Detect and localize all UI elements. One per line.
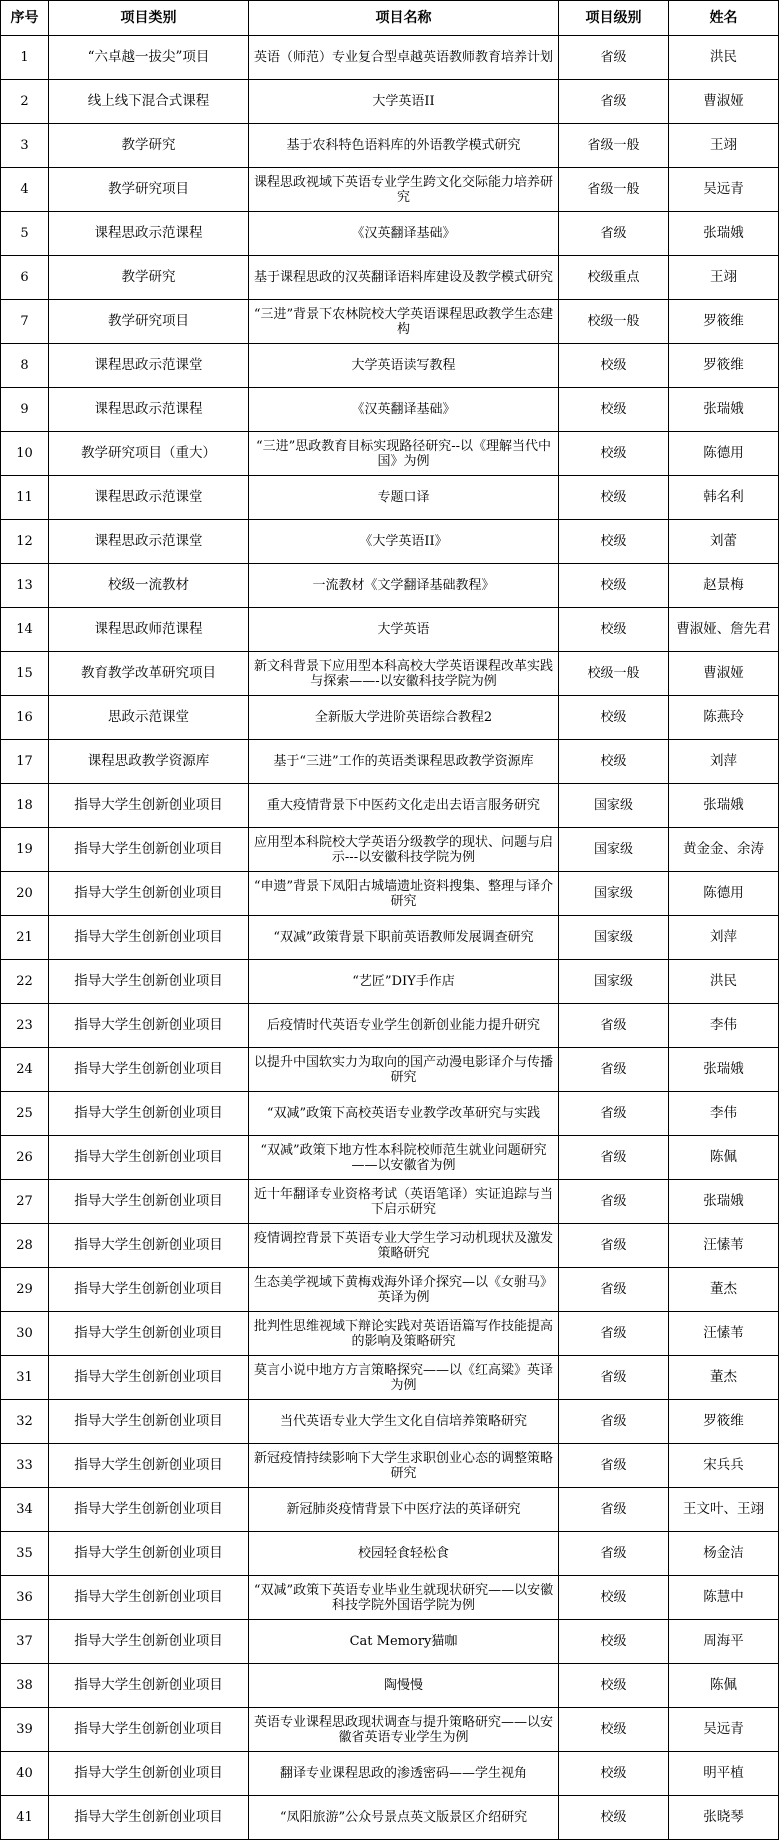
cell-project-name: “双减”政策下高校英语专业教学改革研究与实践 <box>249 1092 559 1136</box>
cell-category: 课程思政师范课程 <box>49 608 249 652</box>
cell-index: 10 <box>1 432 49 476</box>
table-row <box>1 36 779 80</box>
cell-project-name: 英语专业课程思政现状调查与提升策略研究——以安徽省英语专业学生为例 <box>249 1708 559 1752</box>
table-row <box>1 1620 779 1664</box>
cell-index: 12 <box>1 520 49 564</box>
cell-person-name: 曹淑娅、詹先君 <box>669 608 779 652</box>
table-row <box>1 1576 779 1620</box>
cell-level: 省级一般 <box>559 168 669 212</box>
cell-project-name: 全新版大学进阶英语综合教程2 <box>249 696 559 740</box>
cell-person-name: 陈德用 <box>669 432 779 476</box>
cell-project-name: “凤阳旅游”公众号景点英文版景区介绍研究 <box>249 1796 559 1840</box>
table-row <box>1 1532 779 1576</box>
cell-category: 指导大学生创新创业项目 <box>49 1312 249 1356</box>
cell-project-name: 《汉英翻译基础》 <box>249 388 559 432</box>
cell-person-name: 张瑞娥 <box>669 212 779 256</box>
cell-index: 14 <box>1 608 49 652</box>
cell-category: 指导大学生创新创业项目 <box>49 1796 249 1840</box>
cell-person-name: 宋兵兵 <box>669 1444 779 1488</box>
table-row <box>1 1224 779 1268</box>
table-row <box>1 1708 779 1752</box>
cell-person-name: 吴远青 <box>669 1708 779 1752</box>
header-level: 项目级别 <box>559 1 669 36</box>
cell-person-name: 汪愫苇 <box>669 1224 779 1268</box>
table-row <box>1 1136 779 1180</box>
cell-person-name: 张晓琴 <box>669 1796 779 1840</box>
cell-level: 校级一般 <box>559 652 669 696</box>
cell-category: 教育教学改革研究项目 <box>49 652 249 696</box>
cell-project-name: 后疫情时代英语专业学生创新创业能力提升研究 <box>249 1004 559 1048</box>
cell-person-name: 杨金洁 <box>669 1532 779 1576</box>
cell-person-name: 王翊 <box>669 124 779 168</box>
cell-person-name: 陈佩 <box>669 1136 779 1180</box>
cell-index: 34 <box>1 1488 49 1532</box>
cell-project-name: 新冠疫情持续影响下大学生求职创业心态的调整策略研究 <box>249 1444 559 1488</box>
cell-index: 6 <box>1 256 49 300</box>
table-row <box>1 1356 779 1400</box>
table-row <box>1 1488 779 1532</box>
cell-level: 校级 <box>559 344 669 388</box>
cell-person-name: 董杰 <box>669 1268 779 1312</box>
cell-index: 11 <box>1 476 49 520</box>
cell-person-name: 张瑞娥 <box>669 1180 779 1224</box>
cell-person-name: 刘萍 <box>669 916 779 960</box>
cell-level: 省级 <box>559 1356 669 1400</box>
cell-project-name: “申遗”背景下凤阳古城墙遗址资料搜集、整理与译介研究 <box>249 872 559 916</box>
cell-index: 25 <box>1 1092 49 1136</box>
table-row <box>1 828 779 872</box>
table-row <box>1 476 779 520</box>
cell-project-name: 基于课程思政的汉英翻译语料库建设及教学模式研究 <box>249 256 559 300</box>
cell-person-name: 罗筱维 <box>669 300 779 344</box>
cell-category: 指导大学生创新创业项目 <box>49 1576 249 1620</box>
cell-level: 省级 <box>559 1092 669 1136</box>
table-row <box>1 1048 779 1092</box>
cell-index: 1 <box>1 36 49 80</box>
cell-project-name: 疫情调控背景下英语专业大学生学习动机现状及激发策略研究 <box>249 1224 559 1268</box>
cell-category: 指导大学生创新创业项目 <box>49 1092 249 1136</box>
cell-level: 校级 <box>559 564 669 608</box>
cell-index: 38 <box>1 1664 49 1708</box>
cell-index: 16 <box>1 696 49 740</box>
cell-index: 5 <box>1 212 49 256</box>
cell-person-name: 陈燕玲 <box>669 696 779 740</box>
cell-category: 指导大学生创新创业项目 <box>49 1620 249 1664</box>
cell-category: 课程思政教学资源库 <box>49 740 249 784</box>
cell-level: 省级 <box>559 1268 669 1312</box>
cell-level: 校级 <box>559 520 669 564</box>
cell-person-name: 陈慧中 <box>669 1576 779 1620</box>
cell-project-name: “三进”背景下农林院校大学英语课程思政教学生态建构 <box>249 300 559 344</box>
cell-project-name: “双减”政策下英语专业毕业生就现状研究——以安徽科技学院外国语学院为例 <box>249 1576 559 1620</box>
cell-category: 指导大学生创新创业项目 <box>49 1356 249 1400</box>
cell-category: 指导大学生创新创业项目 <box>49 1136 249 1180</box>
cell-project-name: “双减”政策背景下职前英语教师发展调查研究 <box>249 916 559 960</box>
cell-level: 校级 <box>559 696 669 740</box>
cell-person-name: 黄金金、余涛 <box>669 828 779 872</box>
cell-level: 校级重点 <box>559 256 669 300</box>
cell-level: 国家级 <box>559 960 669 1004</box>
cell-index: 15 <box>1 652 49 696</box>
table-row <box>1 388 779 432</box>
cell-level: 省级 <box>559 1488 669 1532</box>
header-index: 序号 <box>1 1 49 36</box>
table-row <box>1 80 779 124</box>
cell-project-name: 当代英语专业大学生文化自信培养策略研究 <box>249 1400 559 1444</box>
cell-index: 31 <box>1 1356 49 1400</box>
cell-project-name: 大学英语 <box>249 608 559 652</box>
cell-index: 21 <box>1 916 49 960</box>
table-row <box>1 168 779 212</box>
cell-project-name: “三进”思政教育目标实现路径研究--以《理解当代中国》为例 <box>249 432 559 476</box>
cell-index: 24 <box>1 1048 49 1092</box>
cell-category: 指导大学生创新创业项目 <box>49 1400 249 1444</box>
cell-level: 国家级 <box>559 784 669 828</box>
cell-index: 7 <box>1 300 49 344</box>
cell-level: 国家级 <box>559 828 669 872</box>
cell-category: 指导大学生创新创业项目 <box>49 1532 249 1576</box>
cell-category: 教学研究项目 <box>49 300 249 344</box>
header-project-name: 项目名称 <box>249 1 559 36</box>
cell-project-name: 应用型本科院校大学英语分级教学的现状、问题与启示---以安徽科技学院为例 <box>249 828 559 872</box>
table-row <box>1 652 779 696</box>
cell-level: 校级 <box>559 1620 669 1664</box>
cell-person-name: 李伟 <box>669 1092 779 1136</box>
table-row <box>1 344 779 388</box>
header-row <box>1 1 779 36</box>
cell-index: 8 <box>1 344 49 388</box>
cell-category: 指导大学生创新创业项目 <box>49 1444 249 1488</box>
cell-person-name: 罗筱维 <box>669 1400 779 1444</box>
cell-category: 教学研究项目（重大） <box>49 432 249 476</box>
cell-index: 20 <box>1 872 49 916</box>
cell-index: 19 <box>1 828 49 872</box>
cell-level: 省级 <box>559 1312 669 1356</box>
table-row <box>1 1180 779 1224</box>
cell-category: 课程思政示范课程 <box>49 388 249 432</box>
cell-project-name: 生态美学视域下黄梅戏海外译介探究—以《女驸马》英译为例 <box>249 1268 559 1312</box>
table-row <box>1 608 779 652</box>
cell-person-name: 陈佩 <box>669 1664 779 1708</box>
cell-project-name: 新冠肺炎疫情背景下中医疗法的英译研究 <box>249 1488 559 1532</box>
cell-project-name: 专题口译 <box>249 476 559 520</box>
table-row <box>1 1312 779 1356</box>
cell-category: 校级一流教材 <box>49 564 249 608</box>
cell-index: 41 <box>1 1796 49 1840</box>
cell-index: 28 <box>1 1224 49 1268</box>
cell-person-name: 罗筱维 <box>669 344 779 388</box>
cell-category: 课程思政示范课堂 <box>49 344 249 388</box>
cell-person-name: 张瑞娥 <box>669 1048 779 1092</box>
cell-index: 2 <box>1 80 49 124</box>
cell-level: 省级 <box>559 1400 669 1444</box>
table-body <box>1 36 779 1840</box>
cell-category: 教学研究项目 <box>49 168 249 212</box>
cell-person-name: 刘蕾 <box>669 520 779 564</box>
cell-level: 校级 <box>559 476 669 520</box>
cell-person-name: 李伟 <box>669 1004 779 1048</box>
cell-project-name: 陶慢慢 <box>249 1664 559 1708</box>
cell-category: 指导大学生创新创业项目 <box>49 1708 249 1752</box>
cell-person-name: 曹淑娅 <box>669 80 779 124</box>
cell-project-name: 《大学英语II》 <box>249 520 559 564</box>
cell-category: 教学研究 <box>49 256 249 300</box>
cell-project-name: 基于农科特色语料库的外语教学模式研究 <box>249 124 559 168</box>
cell-project-name: 一流教材《文学翻译基础教程》 <box>249 564 559 608</box>
cell-level: 校级一般 <box>559 300 669 344</box>
cell-project-name: Cat Memory猫咖 <box>249 1620 559 1664</box>
cell-category: 指导大学生创新创业项目 <box>49 1752 249 1796</box>
cell-index: 27 <box>1 1180 49 1224</box>
cell-level: 省级 <box>559 1180 669 1224</box>
cell-level: 省级 <box>559 1532 669 1576</box>
cell-project-name: 新文科背景下应用型本科高校大学英语课程改革实践与探索——-以安徽科技学院为例 <box>249 652 559 696</box>
cell-project-name: 校园轻食轻松食 <box>249 1532 559 1576</box>
cell-level: 国家级 <box>559 916 669 960</box>
cell-project-name: 大学英语读写教程 <box>249 344 559 388</box>
cell-level: 校级 <box>559 1752 669 1796</box>
cell-category: 指导大学生创新创业项目 <box>49 1004 249 1048</box>
cell-level: 省级 <box>559 212 669 256</box>
cell-category: 指导大学生创新创业项目 <box>49 1268 249 1312</box>
cell-person-name: 刘萍 <box>669 740 779 784</box>
cell-category: 指导大学生创新创业项目 <box>49 1488 249 1532</box>
table-row <box>1 432 779 476</box>
cell-category: “六卓越一拔尖”项目 <box>49 36 249 80</box>
cell-project-name: 翻译专业课程思政的渗透密码——学生视角 <box>249 1752 559 1796</box>
cell-index: 22 <box>1 960 49 1004</box>
cell-index: 26 <box>1 1136 49 1180</box>
cell-level: 校级 <box>559 1708 669 1752</box>
table-row <box>1 256 779 300</box>
cell-level: 省级 <box>559 1444 669 1488</box>
cell-index: 13 <box>1 564 49 608</box>
cell-index: 9 <box>1 388 49 432</box>
cell-level: 校级 <box>559 608 669 652</box>
table-row <box>1 564 779 608</box>
cell-project-name: 近十年翻译专业资格考试（英语笔译）实证追踪与当下启示研究 <box>249 1180 559 1224</box>
cell-person-name: 陈德用 <box>669 872 779 916</box>
cell-category: 指导大学生创新创业项目 <box>49 960 249 1004</box>
cell-category: 指导大学生创新创业项目 <box>49 784 249 828</box>
cell-level: 省级一般 <box>559 124 669 168</box>
cell-index: 35 <box>1 1532 49 1576</box>
cell-level: 校级 <box>559 1664 669 1708</box>
table-row <box>1 300 779 344</box>
cell-index: 18 <box>1 784 49 828</box>
header-category: 项目类别 <box>49 1 249 36</box>
table-row <box>1 1268 779 1312</box>
table-row <box>1 1664 779 1708</box>
cell-level: 省级 <box>559 1004 669 1048</box>
cell-project-name: “艺匠”DIY手作店 <box>249 960 559 1004</box>
cell-index: 4 <box>1 168 49 212</box>
cell-project-name: 《汉英翻译基础》 <box>249 212 559 256</box>
table-row <box>1 520 779 564</box>
cell-person-name: 吴远青 <box>669 168 779 212</box>
cell-project-name: “双减”政策下地方性本科院校师范生就业问题研究——以安徽省为例 <box>249 1136 559 1180</box>
cell-person-name: 韩名利 <box>669 476 779 520</box>
cell-category: 思政示范课堂 <box>49 696 249 740</box>
cell-project-name: 以提升中国软实力为取向的国产动漫电影译介与传播研究 <box>249 1048 559 1092</box>
table-row <box>1 872 779 916</box>
cell-project-name: 批判性思维视域下辩论实践对英语语篇写作技能提高的影响及策略研究 <box>249 1312 559 1356</box>
cell-person-name: 洪民 <box>669 960 779 1004</box>
cell-index: 29 <box>1 1268 49 1312</box>
cell-project-name: 课程思政视域下英语专业学生跨文化交际能力培养研究 <box>249 168 559 212</box>
table-row <box>1 1796 779 1840</box>
cell-level: 校级 <box>559 740 669 784</box>
cell-category: 教学研究 <box>49 124 249 168</box>
cell-category: 指导大学生创新创业项目 <box>49 828 249 872</box>
table-row <box>1 212 779 256</box>
cell-index: 23 <box>1 1004 49 1048</box>
cell-person-name: 张瑞娥 <box>669 784 779 828</box>
cell-index: 30 <box>1 1312 49 1356</box>
cell-person-name: 王翊 <box>669 256 779 300</box>
cell-category: 指导大学生创新创业项目 <box>49 916 249 960</box>
cell-index: 36 <box>1 1576 49 1620</box>
table-row <box>1 1092 779 1136</box>
cell-category: 课程思政示范课程 <box>49 212 249 256</box>
table-row <box>1 1444 779 1488</box>
cell-project-name: 重大疫情背景下中医药文化走出去语言服务研究 <box>249 784 559 828</box>
cell-level: 校级 <box>559 1796 669 1840</box>
cell-person-name: 明平植 <box>669 1752 779 1796</box>
cell-category: 指导大学生创新创业项目 <box>49 1180 249 1224</box>
cell-person-name: 董杰 <box>669 1356 779 1400</box>
cell-category: 指导大学生创新创业项目 <box>49 1224 249 1268</box>
cell-person-name: 赵景梅 <box>669 564 779 608</box>
cell-person-name: 汪愫苇 <box>669 1312 779 1356</box>
cell-project-name: 大学英语II <box>249 80 559 124</box>
cell-index: 33 <box>1 1444 49 1488</box>
cell-index: 17 <box>1 740 49 784</box>
cell-project-name: 基于“三进”工作的英语类课程思政教学资源库 <box>249 740 559 784</box>
cell-index: 3 <box>1 124 49 168</box>
cell-index: 37 <box>1 1620 49 1664</box>
cell-project-name: 莫言小说中地方方言策略探究——以《红高粱》英译为例 <box>249 1356 559 1400</box>
cell-level: 校级 <box>559 432 669 476</box>
cell-person-name: 曹淑娅 <box>669 652 779 696</box>
cell-index: 32 <box>1 1400 49 1444</box>
cell-person-name: 洪民 <box>669 36 779 80</box>
table-row <box>1 1400 779 1444</box>
cell-category: 指导大学生创新创业项目 <box>49 1048 249 1092</box>
table-row <box>1 784 779 828</box>
cell-project-name: 英语（师范）专业复合型卓越英语教师教育培养计划 <box>249 36 559 80</box>
cell-level: 省级 <box>559 1048 669 1092</box>
table-row <box>1 1004 779 1048</box>
table-row <box>1 740 779 784</box>
cell-category: 指导大学生创新创业项目 <box>49 1664 249 1708</box>
cell-index: 40 <box>1 1752 49 1796</box>
cell-index: 39 <box>1 1708 49 1752</box>
cell-person-name: 周海平 <box>669 1620 779 1664</box>
header-person-name: 姓名 <box>669 1 779 36</box>
cell-level: 校级 <box>559 388 669 432</box>
cell-category: 课程思政示范课堂 <box>49 520 249 564</box>
cell-category: 课程思政示范课堂 <box>49 476 249 520</box>
cell-level: 省级 <box>559 1136 669 1180</box>
cell-level: 省级 <box>559 1224 669 1268</box>
cell-category: 线上线下混合式课程 <box>49 80 249 124</box>
cell-level: 国家级 <box>559 872 669 916</box>
cell-person-name: 张瑞娥 <box>669 388 779 432</box>
table-row <box>1 1752 779 1796</box>
cell-category: 指导大学生创新创业项目 <box>49 872 249 916</box>
cell-level: 省级 <box>559 36 669 80</box>
cell-level: 校级 <box>559 1576 669 1620</box>
table-row <box>1 124 779 168</box>
cell-person-name: 王文叶、王翊 <box>669 1488 779 1532</box>
table-row <box>1 916 779 960</box>
cell-level: 省级 <box>559 80 669 124</box>
table-row <box>1 696 779 740</box>
table-row <box>1 960 779 1004</box>
